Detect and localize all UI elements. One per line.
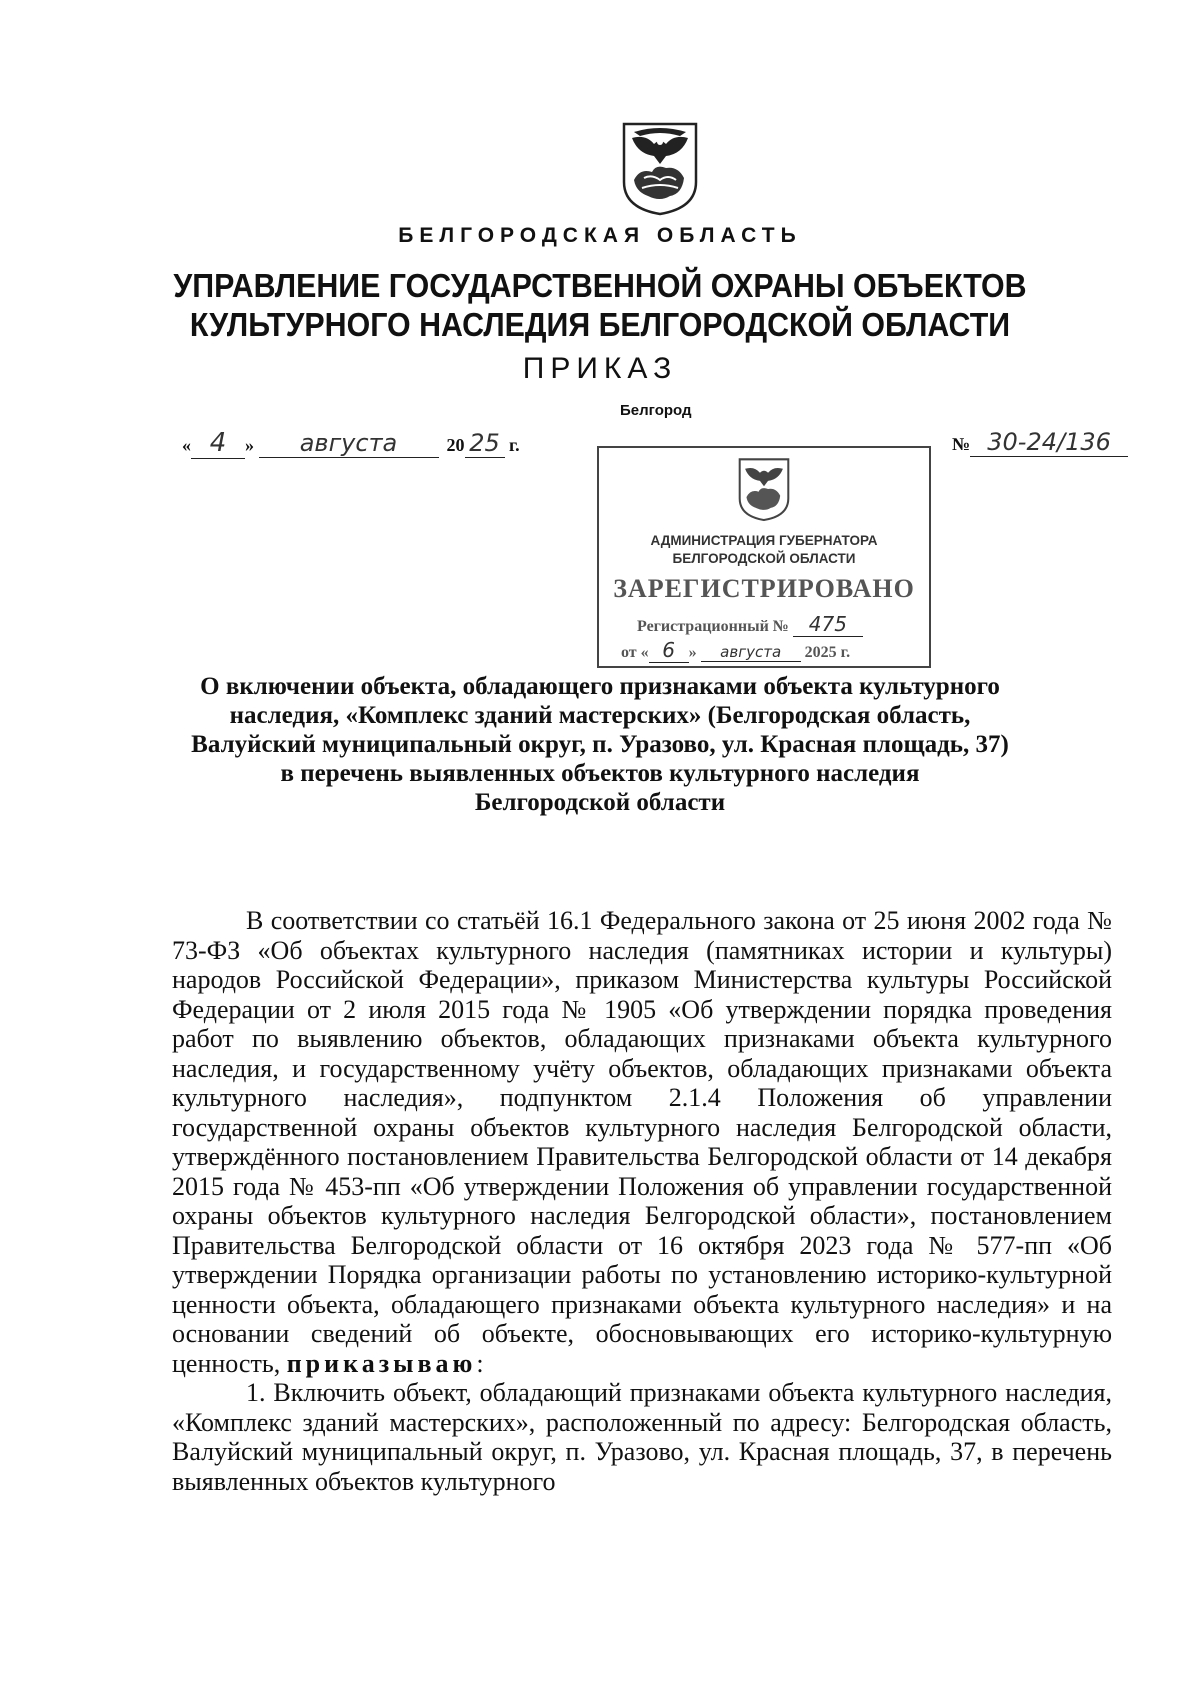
date-year-mark: г. [509,435,520,455]
date-year-prefix: 20 [446,435,465,455]
order-body [172,906,1112,1496]
order-word: приказываю [286,1348,477,1378]
stamp-date-close: » [688,644,697,661]
agency-name [48,266,1152,344]
city-name: Белгород [620,402,692,419]
body-paragraph-1 [172,906,1112,1378]
coat-of-arms-icon [620,120,700,216]
agency-line-2: КУЛЬТУРНОГО НАСЛЕДИЯ БЕЛГОРОДСКОЙ ОБЛАСТИ [189,306,1011,343]
document-type: ПРИКАЗ [522,352,678,385]
title-line-1: О включении объекта, обладающего признаками объекта культурного [200,673,1000,700]
number-label: № [952,434,971,454]
order-number: 30-24/136 [970,428,1128,457]
stamp-reg-number: 475 [793,612,863,637]
date-month: августа [259,429,439,458]
stamp-org-line-1: АДМИНИСТРАЦИЯ ГУБЕРНАТОРА [650,533,878,548]
stamp-date-day: 6 [649,638,689,663]
title-line-5: Белгородской области [474,789,726,816]
date-open-quote: « [182,435,191,455]
stamp-organization [599,532,929,568]
paragraph-1-text: В соответствии со статьёй 16.1 Федерального закона от 25 июня 2002 года № 73-ФЗ «Об объектах культурного наследия (памятниках истории и культуры) народов Российской Федерации», приказом Министерства культуры Российской Федерации от 2 июля 2015 года № 1905 «Об утверждении порядка проведения работ по выявлению объектов, обладающих признаками объекта культурного наследия, и государственному учёту объектов, обладающих признаками объекта культурного наследия», подпунктом 2.1.4 Положения об управлении государственной охраны объектов культурного наследия Белгородской области, утверждённого постановлением Правительства Белгородской области от 14 декабря 2015 года № 453-пп «Об утверждении Положения об управлении государственной охраны объектов культурного наследия Белгородской области», постановлением Правительства Белгородской области от 16 октября 2023 года № 577-пп «Об утверждении Порядка организации работы по установлению историко-культурной ценности объекта, обладающего признаками объекта культурного наследия» и на основании сведений об объекте, обосновывающих его историко-культурную ценность, [172,906,1112,1378]
title-line-2: наследия, «Комплекс зданий мастерских» (Белгородская область, [229,702,971,729]
stamp-date-month: августа [701,643,801,662]
region-name: БЕЛГОРОДСКАЯ ОБЛАСТЬ [398,224,802,247]
body-paragraph-2: 1. Включить объект, обладающий признаками объекта культурного наследия, «Комплекс зданий мастерских», расположенный по адресу: Белгородская область, Валуйский муниципальный округ, п. Уразово, ул. Красная площадь, 37, в перечень выявленных объектов культурного [172,1378,1112,1496]
order-colon: : [476,1348,484,1378]
order-title [160,672,1040,817]
stamp-reg-label: Регистрационный № [637,618,789,635]
title-line-3: Валуйский муниципальный округ, п. Уразово, ул. Красная площадь, 37) [191,731,1009,758]
date-day: 4 [191,428,245,459]
stamp-date-mark: г. [840,644,851,661]
date-close-quote: » [245,435,254,455]
title-line-4: в перечень выявленных объектов культурного наследия [280,760,920,787]
order-date-line [182,428,520,459]
stamp-date-year: 2025 [804,644,837,661]
stamp-org-line-2: БЕЛГОРОДСКОЙ ОБЛАСТИ [672,551,856,566]
agency-line-1: УПРАВЛЕНИЕ ГОСУДАРСТВЕННОЙ ОХРАНЫ ОБЪЕКТОВ [173,267,1027,304]
order-number-line [952,428,1128,457]
stamp-reg-number-line [637,612,863,637]
date-year-suffix: 25 [465,429,505,458]
registration-stamp [597,446,931,668]
stamp-date-line [621,638,850,663]
stamp-date-from: от « [621,644,649,661]
stamp-coat-of-arms-icon [737,456,791,522]
stamp-registered: ЗАРЕГИСТРИРОВАНО [613,574,915,603]
